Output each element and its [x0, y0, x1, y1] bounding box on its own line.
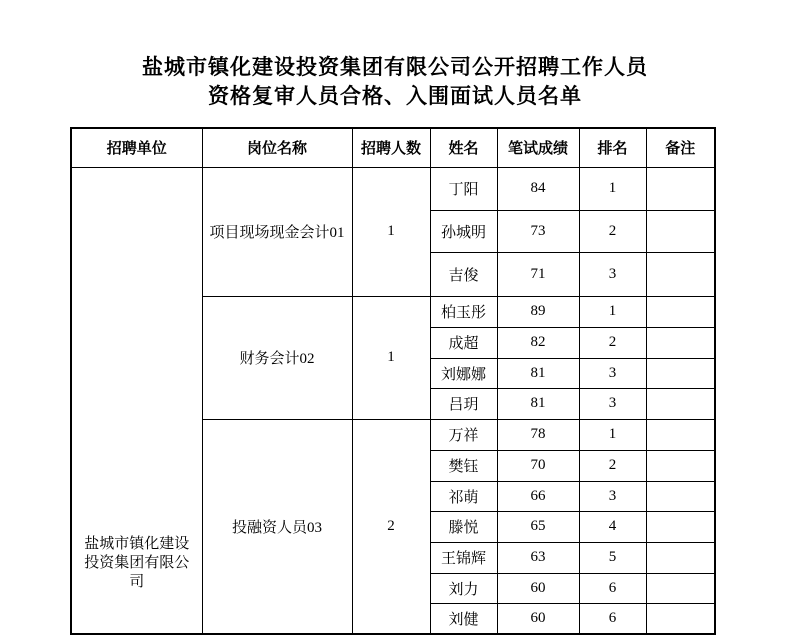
company-cell: [71, 167, 202, 634]
rank-cell: 2: [579, 210, 646, 252]
header-position-name: 岗位名称: [202, 128, 352, 167]
note-cell: [646, 252, 715, 296]
header-recruit-count: 招聘人数: [352, 128, 430, 167]
score-cell: 60: [497, 573, 579, 603]
name-cell: 刘健: [430, 603, 497, 634]
score-cell: 89: [497, 296, 579, 327]
table-header-row: [71, 128, 715, 167]
name-cell: 滕悦: [430, 511, 497, 542]
score-cell: 60: [497, 603, 579, 634]
score-cell: 63: [497, 542, 579, 573]
rank-cell: 5: [579, 542, 646, 573]
position-cell: 财务会计02: [202, 296, 352, 419]
note-cell: [646, 542, 715, 573]
note-cell: [646, 603, 715, 634]
position-cell: 投融资人员03: [202, 419, 352, 634]
note-cell: [646, 210, 715, 252]
title-line-2: 资格复审人员合格、入围面试人员名单: [208, 84, 582, 108]
score-cell: 71: [497, 252, 579, 296]
header-note: 备注: [646, 128, 715, 167]
name-cell: 王锦辉: [430, 542, 497, 573]
score-cell: 78: [497, 419, 579, 450]
count-cell: 1: [352, 296, 430, 419]
name-cell: 孙城明: [430, 210, 497, 252]
rank-cell: 6: [579, 603, 646, 634]
name-cell: 丁阳: [430, 167, 497, 210]
note-cell: [646, 481, 715, 511]
note-cell: [646, 358, 715, 388]
score-cell: 81: [497, 358, 579, 388]
recruitment-table: [70, 127, 716, 635]
note-cell: [646, 388, 715, 419]
rank-cell: 3: [579, 481, 646, 511]
rank-cell: 1: [579, 167, 646, 210]
note-cell: [646, 450, 715, 481]
name-cell: 刘力: [430, 573, 497, 603]
note-cell: [646, 327, 715, 358]
name-cell: 刘娜娜: [430, 358, 497, 388]
position-cell: 项目现场现金会计01: [202, 167, 352, 296]
note-cell: [646, 167, 715, 210]
rank-cell: 4: [579, 511, 646, 542]
rank-cell: 2: [579, 450, 646, 481]
name-cell: 吉俊: [430, 252, 497, 296]
note-cell: [646, 419, 715, 450]
rank-cell: 1: [579, 296, 646, 327]
rank-cell: 3: [579, 358, 646, 388]
rank-cell: 2: [579, 327, 646, 358]
name-cell: 吕玥: [430, 388, 497, 419]
rank-cell: 3: [579, 388, 646, 419]
score-cell: 66: [497, 481, 579, 511]
score-cell: 84: [497, 167, 579, 210]
note-cell: [646, 573, 715, 603]
header-candidate-name: 姓名: [430, 128, 497, 167]
note-cell: [646, 296, 715, 327]
name-cell: 祁萌: [430, 481, 497, 511]
rank-cell: 3: [579, 252, 646, 296]
score-cell: 82: [497, 327, 579, 358]
score-cell: 65: [497, 511, 579, 542]
header-recruiting-unit: 招聘单位: [71, 128, 202, 167]
score-cell: 70: [497, 450, 579, 481]
name-cell: 樊钰: [430, 450, 497, 481]
rank-cell: 1: [579, 419, 646, 450]
count-cell: 1: [352, 167, 430, 296]
note-cell: [646, 511, 715, 542]
count-cell: 2: [352, 419, 430, 634]
score-cell: 73: [497, 210, 579, 252]
header-written-score: 笔试成绩: [497, 128, 579, 167]
candidate-row: [71, 167, 715, 210]
company-name: 盐城市镇化建设投资集团有限公司: [84, 535, 190, 590]
score-cell: 81: [497, 388, 579, 419]
title-line-1: 盐城市镇化建设投资集团有限公司公开招聘工作人员: [142, 55, 648, 79]
name-cell: 万祥: [430, 419, 497, 450]
header-rank: 排名: [579, 128, 646, 167]
page-title: [0, 53, 790, 111]
name-cell: 成超: [430, 327, 497, 358]
rank-cell: 6: [579, 573, 646, 603]
name-cell: 柏玉彤: [430, 296, 497, 327]
